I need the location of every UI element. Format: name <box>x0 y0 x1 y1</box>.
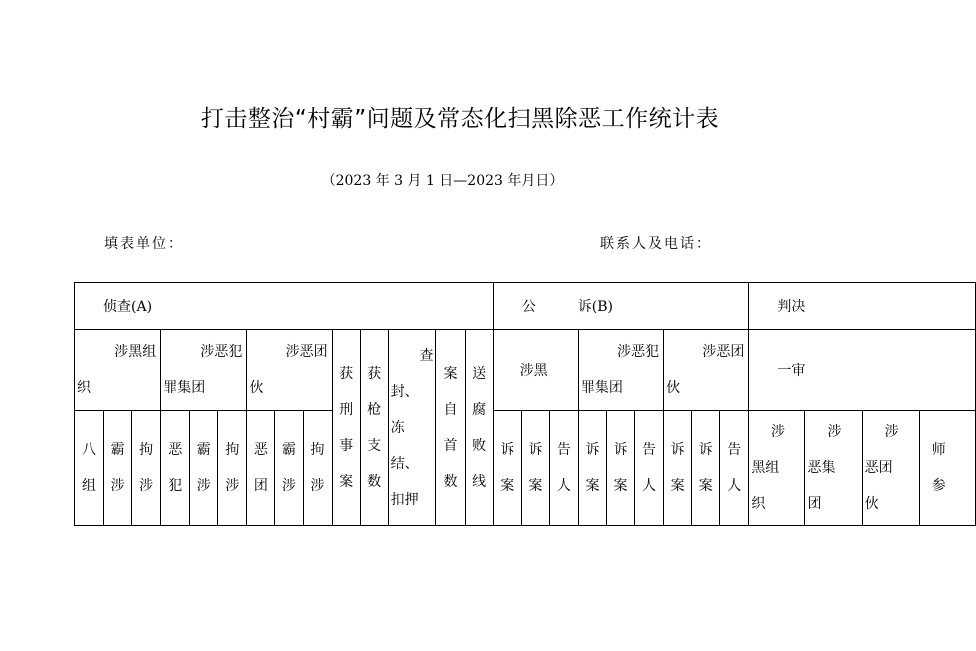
cell-j2: 涉 恶集 团 <box>805 411 862 526</box>
cell-j1: 涉 黑组 织 <box>749 411 805 526</box>
cell-j4: 师 参 <box>919 411 975 526</box>
cell-b8: 诉 案 <box>692 411 720 526</box>
header-self-surrender: 案 自 首 数 <box>436 330 465 526</box>
stats-table <box>74 282 976 526</box>
cell-b7: 诉 案 <box>664 411 692 526</box>
cell-b5: 诉 案 <box>606 411 634 526</box>
cell-b1: 诉 案 <box>493 411 521 526</box>
subheader-b-crime-group: 涉恶犯 罪集团 <box>578 330 663 411</box>
subheader-b-gang: 涉黑 <box>493 330 578 411</box>
cell-a9: 拘 涉 <box>303 411 332 526</box>
contact-label: 联系人及电话： <box>600 236 712 252</box>
cell-b3: 告 人 <box>549 411 578 526</box>
subheader-a-gang: 涉黑组 织 <box>75 330 161 411</box>
header-investigation: 侦查(A) <box>75 283 494 330</box>
header-sentenced: 获 刑 事 案 <box>332 330 360 526</box>
header-seized: 查 封、 冻 结、 扣押 <box>388 330 436 526</box>
header-judgment: 判决 <box>749 283 976 330</box>
stats-table-frame <box>74 282 946 528</box>
header-prosecution: 公 诉(B) <box>493 283 749 330</box>
cell-j3: 涉 恶团 伙 <box>862 411 919 526</box>
subheader-a-gang-band: 涉恶团 伙 <box>247 330 332 411</box>
cell-a8: 霸 涉 <box>275 411 303 526</box>
cell-a5: 霸 涉 <box>190 411 218 526</box>
cell-a7: 恶 团 <box>247 411 275 526</box>
cell-b4: 诉 案 <box>578 411 606 526</box>
cell-a6: 拘 涉 <box>218 411 247 526</box>
subheader-a-crime-group: 涉恶犯 罪集团 <box>161 330 247 411</box>
subheader-first-trial: 一审 <box>749 330 976 411</box>
fill-unit-label: 填表单位： <box>104 236 184 252</box>
cell-a2: 霸 涉 <box>104 411 132 526</box>
cell-b6: 告 人 <box>635 411 664 526</box>
cell-a3: 拘 涉 <box>132 411 161 526</box>
subheader-b-gang-band: 涉恶团 伙 <box>664 330 749 411</box>
date-range: （2023 年 3 月 1 日—2023 年月日） <box>321 173 564 189</box>
cell-b9: 告 人 <box>720 411 749 526</box>
header-corruption-clues: 送 腐 败 线 <box>465 330 493 526</box>
cell-b2: 诉 案 <box>521 411 549 526</box>
header-guns: 获 枪 支 数 <box>360 330 388 526</box>
page-title: 打击整治“村霸”问题及常态化扫黑除恶工作统计表 <box>200 106 720 132</box>
cell-a1: 八 组 <box>75 411 104 526</box>
cell-a4: 恶 犯 <box>161 411 190 526</box>
